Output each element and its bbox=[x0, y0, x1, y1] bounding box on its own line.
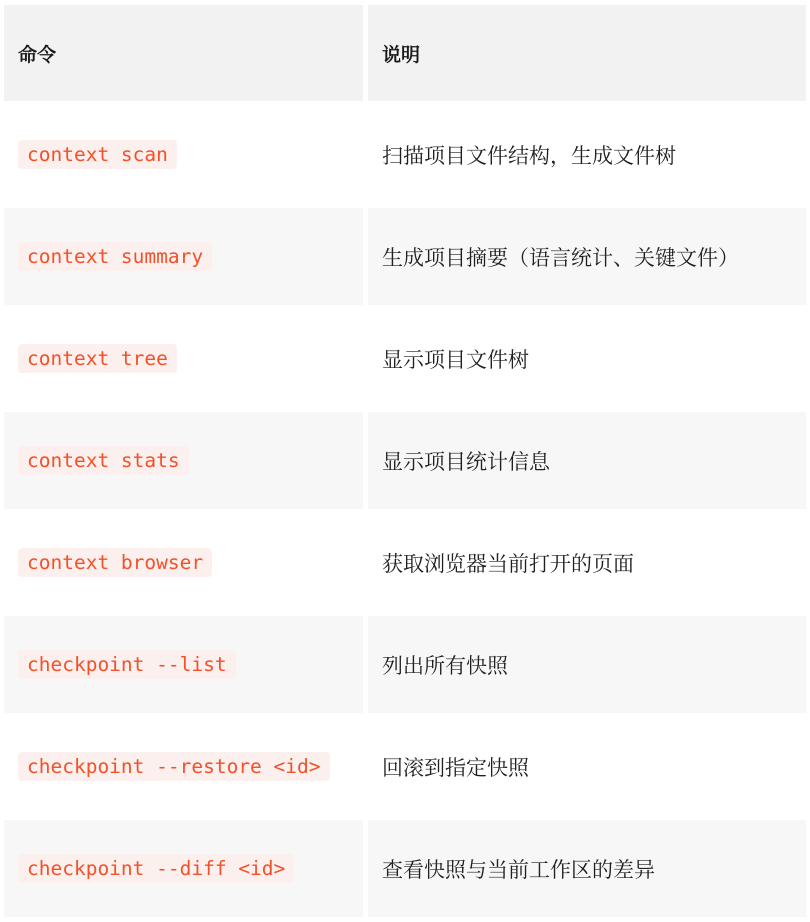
table-row bbox=[4, 305, 806, 407]
description-text: 获取浏览器当前打开的页面 bbox=[382, 551, 634, 576]
command-code: checkpoint --restore <id> bbox=[18, 752, 330, 781]
table-row bbox=[4, 407, 806, 509]
description-cell bbox=[363, 611, 806, 713]
command-cell bbox=[4, 407, 363, 509]
command-cell bbox=[4, 815, 363, 917]
description-text: 列出所有快照 bbox=[382, 653, 508, 678]
description-cell bbox=[363, 101, 806, 203]
command-cell bbox=[4, 203, 363, 305]
description-text: 扫描项目文件结构，生成文件树 bbox=[382, 143, 676, 168]
command-cell bbox=[4, 305, 363, 407]
description-text: 显示项目文件树 bbox=[382, 347, 529, 372]
table-row bbox=[4, 713, 806, 815]
description-cell bbox=[363, 407, 806, 509]
description-text: 生成项目摘要（语言统计、关键文件） bbox=[382, 245, 739, 270]
description-text: 显示项目统计信息 bbox=[382, 449, 550, 474]
command-cell bbox=[4, 509, 363, 611]
command-cell bbox=[4, 101, 363, 203]
table-row bbox=[4, 203, 806, 305]
description-cell bbox=[363, 509, 806, 611]
table-row bbox=[4, 101, 806, 203]
command-code: context tree bbox=[18, 344, 177, 373]
description-text: 回滚到指定快照 bbox=[382, 755, 529, 780]
table-row bbox=[4, 509, 806, 611]
command-code: context stats bbox=[18, 446, 189, 475]
command-code: context summary bbox=[18, 242, 212, 271]
table-row bbox=[4, 611, 806, 713]
command-code: context scan bbox=[18, 140, 177, 169]
command-code: checkpoint --list bbox=[18, 650, 236, 679]
header-description: 说明 bbox=[363, 5, 806, 101]
description-cell bbox=[363, 203, 806, 305]
table-body bbox=[4, 101, 806, 917]
description-cell bbox=[363, 815, 806, 917]
command-code: checkpoint --diff <id> bbox=[18, 854, 294, 883]
description-text: 查看快照与当前工作区的差异 bbox=[382, 857, 655, 882]
command-cell bbox=[4, 713, 363, 815]
command-table bbox=[4, 5, 806, 917]
table-row bbox=[4, 815, 806, 917]
description-cell bbox=[363, 713, 806, 815]
header-command: 命令 bbox=[4, 5, 363, 101]
command-code: context browser bbox=[18, 548, 212, 577]
description-cell bbox=[363, 305, 806, 407]
table-header bbox=[4, 5, 806, 101]
header-row bbox=[4, 5, 806, 101]
command-cell bbox=[4, 611, 363, 713]
